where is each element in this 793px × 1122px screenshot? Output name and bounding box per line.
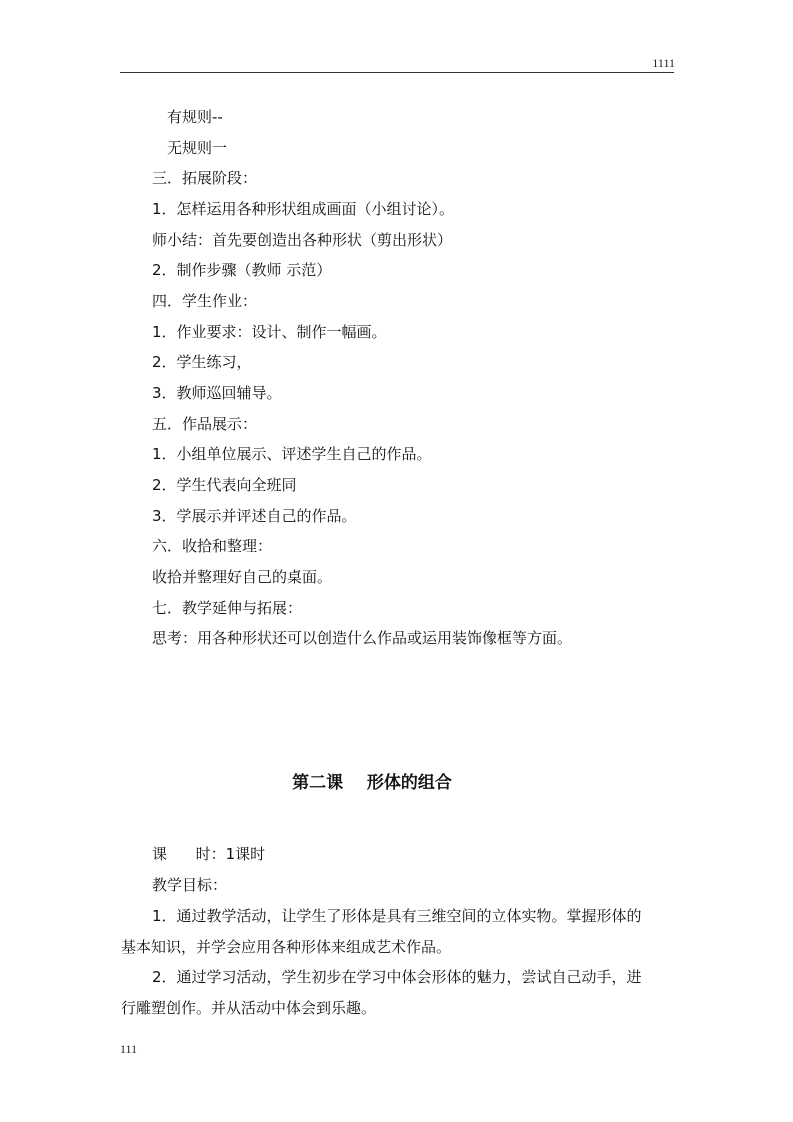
text-line: 1．小组单位展示、评述学生自己的作品。 [152, 445, 432, 463]
text-line: 2．学生练习， [152, 353, 252, 371]
text-line: 思考：用各种形状还可以创造什么作品或运用装饰像框等方面。 [152, 629, 573, 647]
lesson-duration: 课 时：1课时 [152, 845, 266, 863]
goal-1-line-2: 基本知识，并学会应用各种形体来组成艺术作品。 [121, 938, 452, 956]
page-footer-number: 111 [120, 1042, 138, 1056]
text-line: 3．教师巡回辅导。 [152, 384, 282, 402]
text-line: 有规则-- [167, 108, 223, 126]
text-line: 师小结：首先要创造出各种形状（剪出形状） [152, 231, 453, 249]
text-line: 收拾并整理好自己的桌面。 [152, 568, 333, 586]
section-heading: 七．教学延伸与拓展： [152, 599, 303, 617]
text-line: 2．制作步骤（教师 示范） [152, 261, 332, 279]
lesson-title: 第二课 形体的组合 [292, 773, 452, 793]
goal-2-line-1: 2．通过学习活动，学生初步在学习中体会形体的魅力，尝试自己动手，进 [152, 968, 642, 986]
section-heading: 五．作品展示： [152, 415, 258, 433]
text-line: 1．怎样运用各种形状组成画面（小组讨论）。 [152, 200, 455, 218]
text-line: 3．学展示并评述自己的作品。 [152, 507, 357, 525]
section-heading: 六．收拾和整理： [152, 537, 273, 555]
goal-2-line-2: 行雕塑创作。并从活动中体会到乐趣。 [121, 999, 377, 1017]
header-rule [120, 72, 674, 73]
section-heading: 三．拓展阶段： [152, 169, 258, 187]
section-heading: 四．学生作业： [152, 292, 258, 310]
text-line: 无规则一 [167, 139, 228, 157]
goals-heading: 教学目标： [152, 876, 228, 894]
goal-1-line-1: 1．通过教学活动，让学生了形体是具有三维空间的立体实物。掌握形体的 [152, 907, 642, 925]
text-line: 1．作业要求：设计、制作一幅画。 [152, 323, 387, 341]
text-line: 2．学生代表向全班同 [152, 476, 297, 494]
page-header-number: 1111 [652, 56, 675, 70]
